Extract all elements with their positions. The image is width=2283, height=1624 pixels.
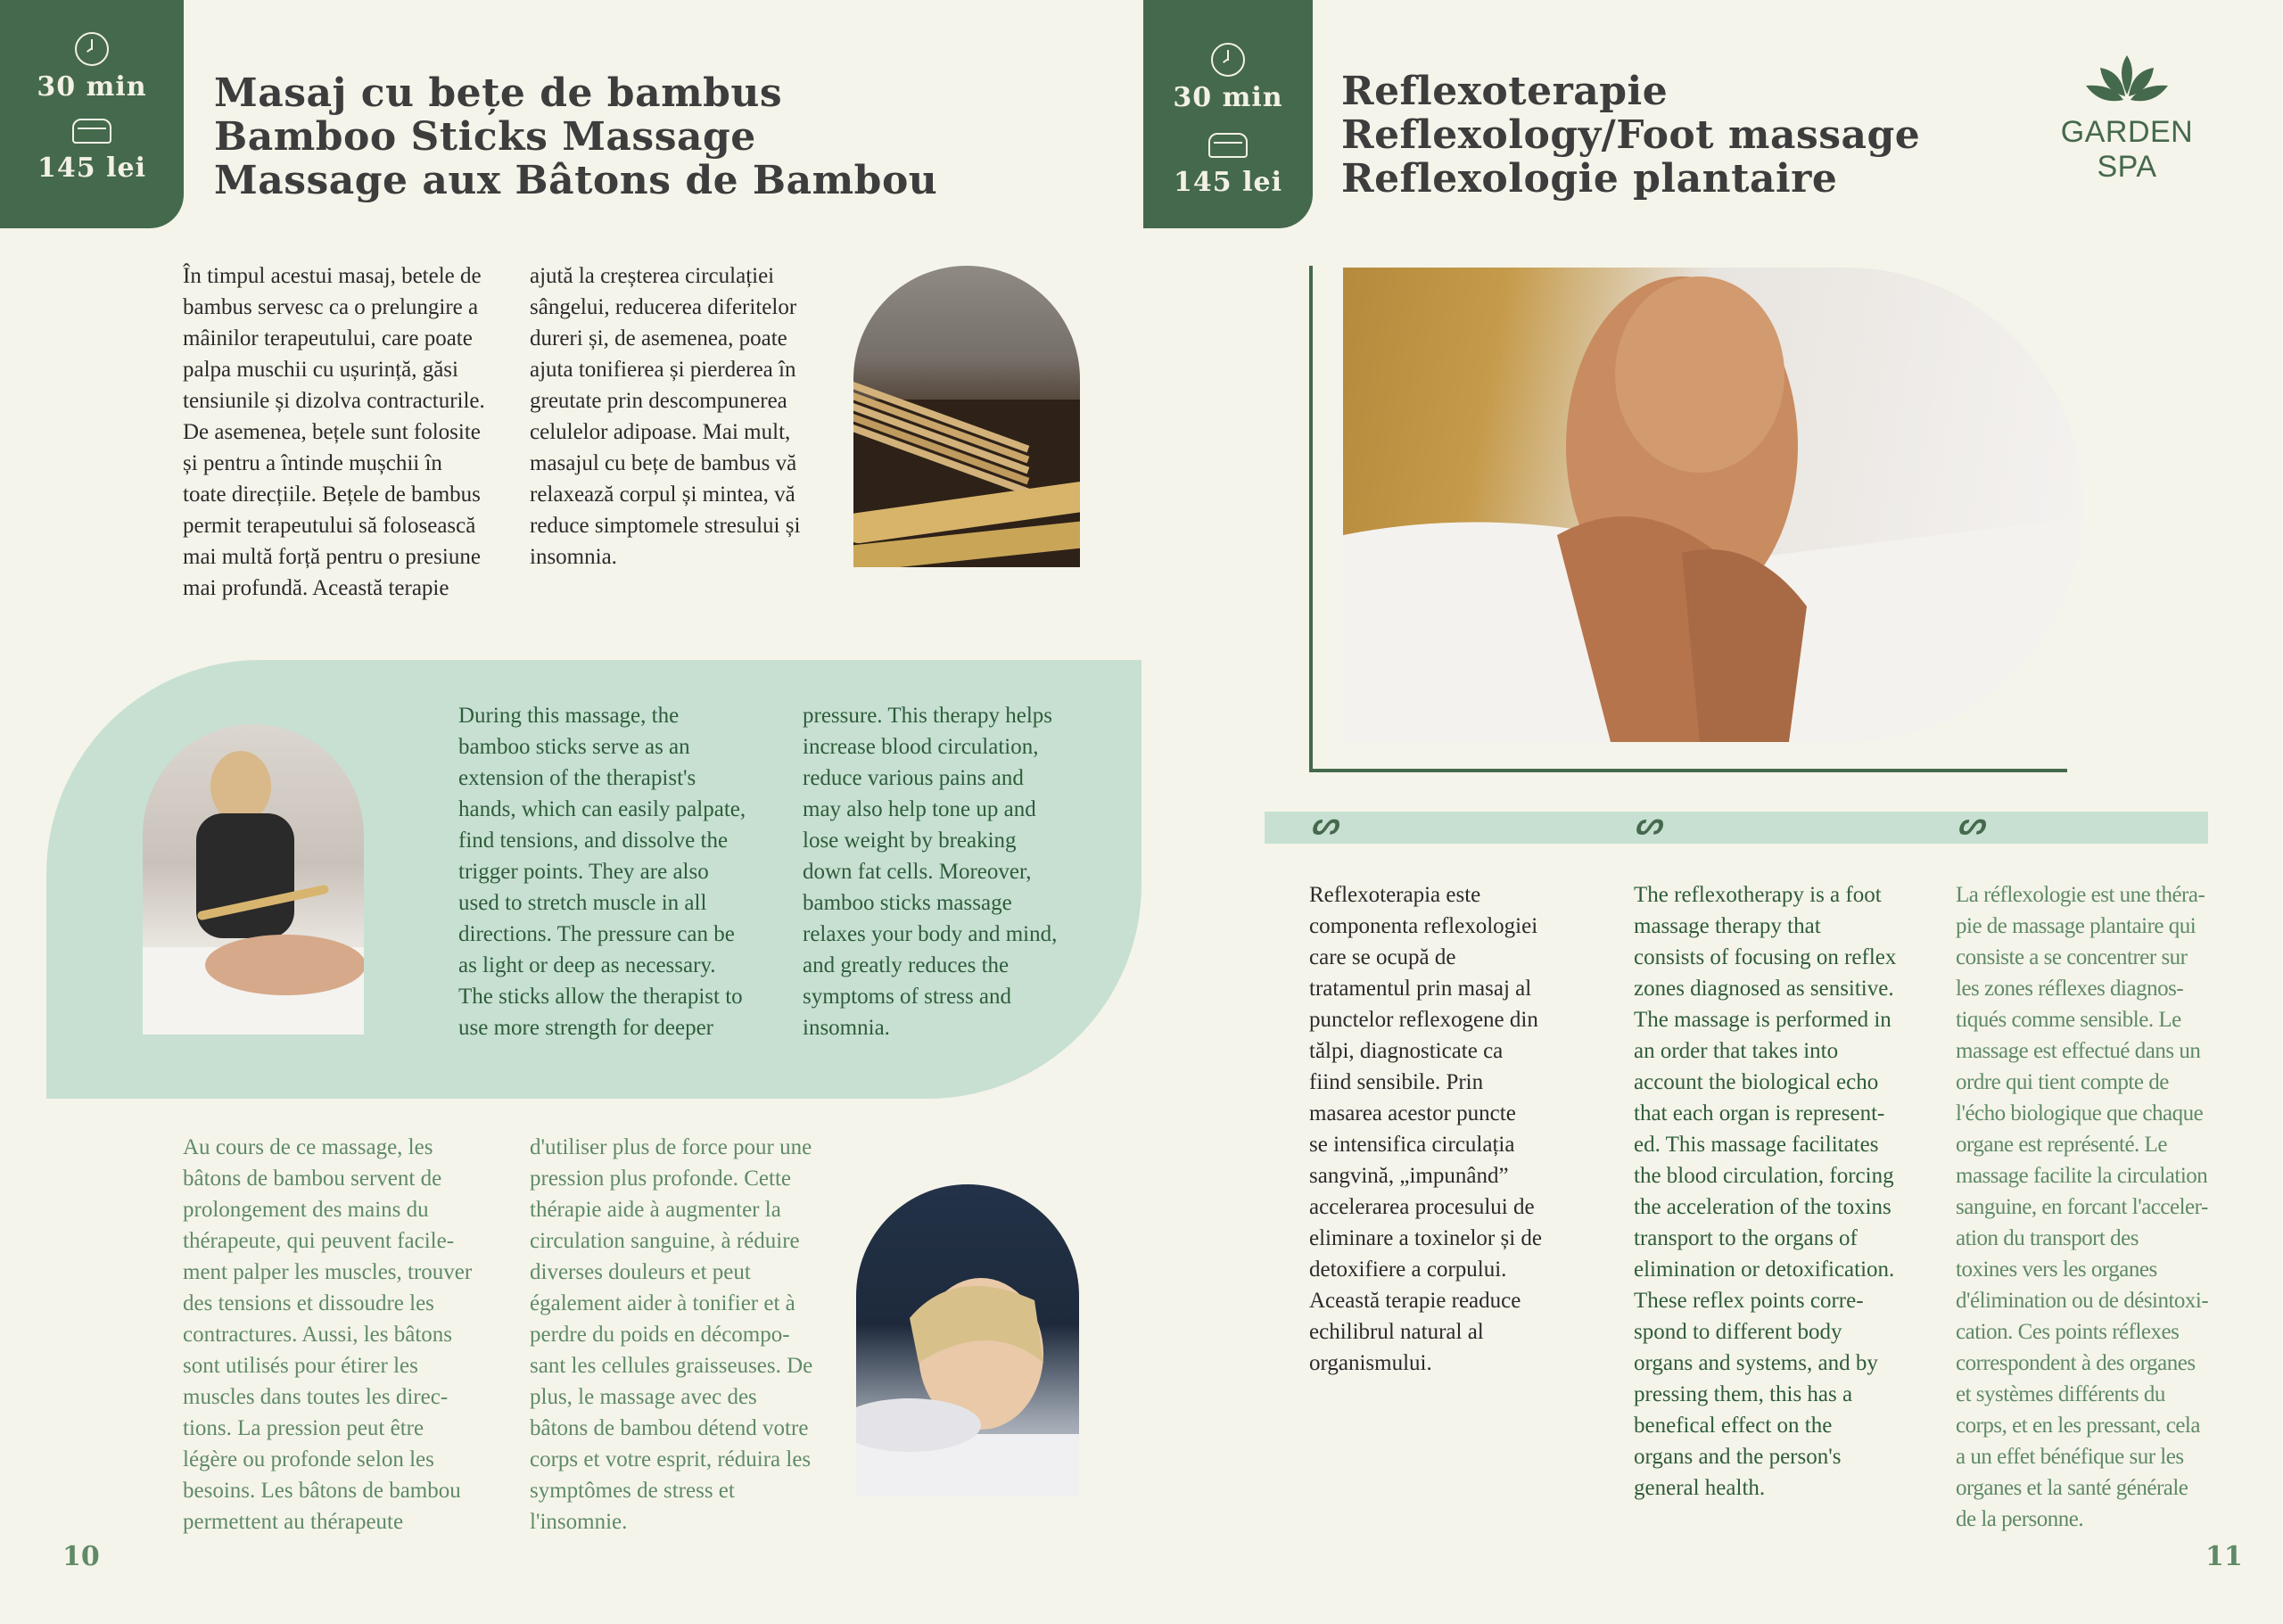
title-en: Reflexology/Foot massage	[1341, 112, 1921, 158]
duration-price-badge	[0, 0, 184, 228]
towel-icon	[1208, 133, 1248, 158]
therapist-illustration	[143, 724, 364, 1035]
fr-text-col1: Au cours de ce massage, les bâtons de bambou servent de prolongement des mains du thérapeute, qui peuvent facile- ment palper les muscles, trouver des tensions et dissoudre les contractures. Aussi, les bâtons sont utilisés pour étirer les muscles dans toutes les direc- tions. La pression peut être légère ou profonde selon les besoins. Les bâtons de bambou permettent au thérapeute	[183, 1135, 473, 1534]
swirl-ornament-3: ᔕ	[1957, 806, 1985, 842]
clock-icon	[1211, 43, 1245, 77]
towel-icon	[72, 119, 111, 144]
page-number-right: 11	[2205, 1541, 2243, 1572]
fr-text-col2: d'utiliser plus de force pour une pression plus profonde. Cette thérapie aide à augmenter la circulation sanguine, à réduire diverses douleurs et peut également aider à tonifier et à perdre du poids en décompo- sant les cellules graisseuses. De plus, le massage avec des bâtons de bambou détend votre corps et votre esprit, réduira les symptômes de stress et l'insomnie.	[530, 1135, 813, 1534]
garden-spa-logo	[2033, 52, 2221, 185]
duration: 30 min	[1173, 82, 1283, 113]
duration: 30 min	[37, 71, 147, 103]
price: 145 lei	[37, 153, 146, 184]
ro-text-col2: ajută la creșterea circulației sângelui, reducerea diferitelor dureri și, de asemenea, poate ajuta tonifierea și pierderea în greutate prin descompunerea celulelor adipoase. Mai mult, masajul cu bețe de bambus vă relaxează corpul și mintea, vă reduce simptomele stresului și insomnia.	[530, 264, 801, 569]
ro-text-col1: În timpul acestui masaj, betele de bambus servesc ca o prelungire a mâinilor terapeutului, care poate palpa muschii cu ușurință, găsi tensiunile și dizolva contracturile. De asemenea, bețele sunt folosite și pentru a întinde mușchii în toate direcțiile. Bețele de bambus permit terapeutului să folosească mai multă forță pentru o presiune mai profundă. Această terapie	[183, 264, 485, 600]
foot-illustration	[1343, 268, 2083, 742]
page-number-left: 10	[62, 1541, 100, 1572]
clock-icon	[75, 32, 109, 66]
woman-illustration	[856, 1184, 1079, 1496]
swirl-ornament-1: ᔕ	[1311, 806, 1339, 842]
title-en: Bamboo Sticks Massage	[214, 114, 756, 160]
title-fr: Massage aux Bâtons de Bambou	[214, 158, 938, 203]
therapist-photo	[143, 724, 364, 1035]
title-ro: Masaj cu bețe de bambus	[214, 70, 783, 116]
title-fr: Reflexologie plantaire	[1341, 156, 1838, 202]
bamboo-sticks-photo	[853, 266, 1080, 567]
duration-price-badge-right	[1143, 0, 1313, 228]
fr-text-right: La réflexologie est une théra- pie de massage plantaire qui consiste a se concentrer sur les zones réflexes diagnos- tiqués comme sensible. Le massage est effectué dans un ordre qui tient compte de l'écho biologique que chaque organe est représenté. Le massage facilite la circulation sanguine, en forcant l'acceler- ation du transport des toxines vers les organes d'élimination ou de désintoxi- cation. Ces points réflexes correspondent à des organes et systèmes différents du corps, et en les pressant, cela a un effet bénéfique sur les organes et la santé générale de la personne.	[1956, 883, 2209, 1531]
en-text-right: The reflexotherapy is a foot massage therapy that consists of focusing on reflex zones diagnosed as sensitive. The massage is performed in an order that takes into account the biological echo that each organ is represent- ed. This massage facilitates the blood circulation, forcing the acceleration of the toxins transport to the organs of elimination or detoxification. These reflex points corre- spond to different body organs and systems, and by pressing them, this has a benefical effect on the organs and the person's general health.	[1634, 883, 1897, 1500]
title-ro: Reflexoterapie	[1341, 69, 1669, 114]
price: 145 lei	[1174, 167, 1282, 198]
en-text-col2: pressure. This therapy helps increase blood circulation, reduce various pains and may also help tone up and lose weight by breaking down fat cells. Moreover, bamboo sticks massage relaxes your body and mind, and greatly reduces the symptoms of stress and insomnia.	[803, 704, 1058, 1040]
en-text-col1: During this massage, the bamboo sticks serve as an extension of the therapist's hands, which can easily palpate, find tensions, and dissolve the trigger points. They are also used to stretch muscle in all directions. The pressure can be as light or deep as necessary. The sticks allow the therapist to use more strength for deeper	[458, 704, 746, 1040]
foot-massage-photo	[1343, 268, 2083, 742]
logo-text: GARDEN SPA	[2060, 115, 2194, 184]
page-title	[214, 71, 937, 202]
ro-text-right: Reflexoterapia este componenta reflexologiei care se ocupă de tratamentul prin masaj al punctelor reflexogene din tălpi, diagnosticate ca fiind sensibile. Prin masarea acestor puncte se intensifica circulația sangvină, „impunând” accelerarea procesului de eliminare a toxinelor și de detoxifiere a corpului. Această terapie readuce echilibrul natural al organismului.	[1309, 883, 1543, 1375]
page-title-right	[1341, 70, 1920, 201]
bamboo-illustration	[853, 266, 1080, 567]
column-divider-band	[1265, 812, 2208, 844]
swirl-ornament-2: ᔕ	[1635, 806, 1662, 842]
relaxed-woman-photo	[856, 1184, 1079, 1496]
lotus-icon	[2082, 52, 2172, 109]
